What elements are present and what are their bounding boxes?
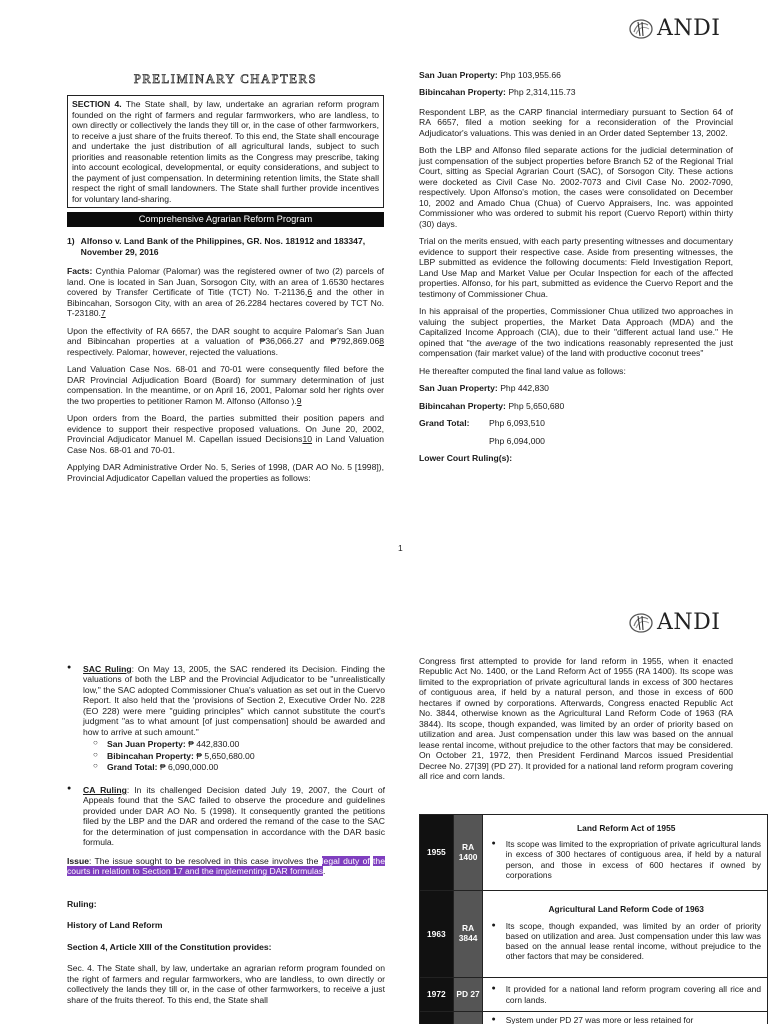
paragraph: Respondent LBP, as the CARP financial intermediary pursuant to Section 64 of RA 6657, filed a motion seeking for a reconsideration of the Provincial Adjudicator's valuations. This was denied in an Order dated September 13, 2002. <box>419 106 733 138</box>
description-cell: ● System under PD 27 was more or less retained for <box>483 1012 768 1024</box>
highlighted-text[interactable]: legal duty of <box>321 855 370 866</box>
page1-left-column <box>67 72 384 490</box>
page2-right-column <box>419 656 733 789</box>
sac-ruling-item: ● SAC Ruling: On May 13, 2005, the SAC rendered its Decision. Finding the valuations of both the LBP and the Provincial Adjudicator to be "unrealistically low," the SAC adopted Commissioner Chua's valuation as set out in the Cuervo Report. It also held that the 'provisions of Section 2, Executive Order No. 228 (EO 228) were mere "guiding principles" which cannot substitute the court's judgment "as to what amount [of just compensation] should be awarded and how to arrive at such amount." ○ San Juan Property: ₱ 442,830.00 ○ Bibincahan Property: ₱ 5,650,680.00 ○ Grand Total: ₱ 6,090,000.00 <box>67 664 385 773</box>
brand-name: ANDI <box>657 16 721 41</box>
ruling-heading: Ruling: <box>67 898 97 909</box>
ca-ruling-item: ● CA Ruling: In its challenged Decision dated July 19, 2007, the Court of Appeals found that the SAC failed to observe the procedure and guidelines provided under DAR AO No. 5 (1998). It consequently granted the petitions filed by the LBP and the DAR and ordered the remand of the case to the SAC for the determination of just compensation in accordance with the DAR basic formula. <box>67 785 385 848</box>
description-cell: Land Reform Act of 1955 ● Its scope was limited to the expropriation of private agricultural lands in excess of 300 hectares of contiguous area, if held by a natural person, and those in excess of 600 hectares if owned by corporations <box>483 815 768 891</box>
footnote-ref[interactable]: 8 <box>379 336 384 347</box>
footnote-ref[interactable]: 7 <box>100 308 106 319</box>
highlighted-text[interactable]: the courts in relation to Section 17 and the implementing DAR formulas <box>67 855 385 877</box>
rulings-list <box>67 664 385 848</box>
year-cell: 1963 <box>420 891 454 978</box>
act-cell <box>453 1012 483 1024</box>
section4-quote: Sec. 4. The State shall, by law, undertake an agrarian reform program founded on the right of farmers and regular farmworkers, who are landless, to own directly or collectively the lands they till or, in the case of other farmworkers, to receive a just share of the fruits thereof. To this end, the State shall <box>67 963 385 1005</box>
description-cell: ● It provided for a national land reform program covering all rice and corn lands. <box>483 978 768 1012</box>
table-row <box>420 978 768 1012</box>
paragraph: Applying DAR Administrative Order No. 5, Series of 1998, (DAR AO No. 5 [1998]), Provincial Adjudicator Capellan valued the properties as follows: <box>67 462 384 483</box>
table-row <box>420 891 768 978</box>
land-reform-table <box>419 814 768 1024</box>
paragraph: He thereafter computed the final land value as follows: <box>419 365 626 376</box>
act-cell: PD 27 <box>453 978 483 1012</box>
year-cell: 1955 <box>420 815 454 891</box>
page2-left-column <box>67 664 385 1012</box>
act-cell: RA 3844 <box>453 891 483 978</box>
list-item: ○ San Juan Property: ₱ 442,830.00 <box>83 739 385 749</box>
paragraph: Both the LBP and Alfonso filed separate actions for the judicial determination of just compensation of the subject properties before Branch 52 of the Regional Trial Court, sitting as Special Agrarian Court (SAC), of Sorsogon City. These actions were docketed as Civil Case No. 2002-7073 and Civil Case No. 2002-7090, respectively. Upon Alfonso's motion, the cases were consolidated on December 10, 2002 and Amado Chua (Chua) of Cuervo Appraisers, Inc. was appointed Commissioner who was ordered to submit his report (Cuervo Report) within thirty (30) days. <box>419 145 733 229</box>
valuation-line: San Juan Property: Php 103,955.66 <box>419 70 561 80</box>
act-cell: RA 1400 <box>453 815 483 891</box>
carp-title-bar: Comprehensive Agrarian Reform Program <box>67 212 384 227</box>
brand-logo <box>628 610 720 637</box>
valuation-line: Bibincahan Property: Php 2,314,115.73 <box>419 87 576 98</box>
page-number: 1 <box>398 543 403 553</box>
valuation-line: San Juan Property: Php 442,830 <box>419 383 549 394</box>
list-item: ○ Bibincahan Property: ₱ 5,650,680.00 <box>83 751 385 761</box>
paragraph: Upon the effectivity of RA 6657, the DAR sought to acquire Palomar's San Juan and Bibincahan properties at a valuation of ₱36,066.27 and ₱792,869.068 respectively. Palomar, however, rejected the valuations. <box>67 325 384 357</box>
brand-logo <box>628 16 720 43</box>
page1-right-column <box>419 70 733 471</box>
table-row <box>420 1012 768 1024</box>
grand-total-line-rounded: Php 6,094,000 <box>489 435 545 446</box>
footnote-ref[interactable]: 6 <box>307 287 313 298</box>
paragraph: In his appraisal of the properties, Commissioner Chua utilized two approaches in valuing the subject properties, the Market Data Approach (MDA) and the Capitalized Income Approach (CIA), due to their "different actual land use." He opined that "the average of the two indications reasonably represented the just compensation (fair market value) of the land with productive coconut trees" <box>419 306 733 359</box>
brand-name: ANDI <box>657 610 721 635</box>
paragraph: Land Valuation Case Nos. 68-01 and 70-01 were consequently filed before the DAR Provincial Adjudication Board (Board) for summary determination of just compensation. In the meantime, or on April 16, 2001, Palomar sold her rights over the two properties to petitioner Ramon M. Alfonso (Alfonso ).9 <box>67 364 384 406</box>
section4-box <box>67 95 384 208</box>
section4-label: SECTION 4. <box>72 99 122 110</box>
list-item: ○ Grand Total: ₱ 6,090,000.00 <box>83 762 385 772</box>
section4-text: The State shall, by law, undertake an agrarian reform program founded on the right of farmers and regular farmworkers, who are landless, to own directly or collectively the lands they till or, in the case of other farmworkers, to receive a just share of the fruits thereof. To this end, the State shall encourage and undertake the just distribution of all agricultural lands, subject to such priorities and reasonable retention limits as the Congress may prescribe, taking into account ecological, developmental, or equity considerations, and subject to the payment of just compensation. In determining retention limits, the State shall respect the right of small landowners. The State shall further provide incentives for voluntary land-sharing. <box>72 99 379 204</box>
description-cell: Agricultural Land Reform Code of 1963 ● Its scope, though expanded, was limited by an order of priority based on utilization and area. Just compensation under this law was based on the annual lease rental income, without prejudice to the other factors that may be considered. <box>483 891 768 978</box>
andi-emblem-icon <box>628 18 654 40</box>
table-row <box>420 815 768 891</box>
footnote-ref[interactable]: 9 <box>296 395 302 406</box>
chapter-heading: PRELIMINARY CHAPTERS <box>133 72 318 86</box>
grand-total-line: Grand Total: Php 6,093,510 <box>419 418 545 429</box>
paragraph: Upon orders from the Board, the parties submitted their position papers and evidence to support their respective proposed valuations. On June 20, 2002, Provincial Adjudicator Manuel M. Capellan issued Decisions10 in Land Valuation Case Nos. 68-01 and 70-01. <box>67 413 384 455</box>
lower-court-heading: Lower Court Ruling(s): <box>419 453 513 464</box>
congress-paragraph: Congress first attempted to provide for land reform in 1955, when it enacted Republic Act No. 1400, or the Land Reform Act of 1955 (RA 1400). Its scope was limited to the expropriation of private agricultural lands in excess of 300 hectares of contiguous area, if held by a natural person, and those in excess of 600 hectares if owned by corporations. Afterwards, Congress enacted Republic Act No. 3844, otherwise known as the Agricultural Land Reform Code of 1963 (RA 3844). Its scope, though expanded, was limited by an order of priority based on utilization and area. Just compensation under this law was based on the annual lease rental income, without prejudice to the other factors that may be considered. On October 21, 1972, then President Ferdinand Marcos issued Presidential Decree No. 27[39] (PD 27). It provided for a national land reform program covering all rice and corn lands. <box>419 656 733 782</box>
year-cell <box>420 1012 454 1024</box>
history-heading: History of Land Reform <box>67 920 163 931</box>
sac-valuation-list <box>83 739 385 772</box>
facts-paragraph: Facts: Cynthia Palomar (Palomar) was the registered owner of two (2) parcels of land. One is located in San Juan, Sorsogon City, with an area of 1.6530 hectares covered by Transfer Certificate of Title (TCT) No. T-21136,6 and the other in Bibincahan, Sorsogon City, with an area of 26.2284 hectares covered by TCT No. T-23180.7 <box>67 266 384 319</box>
footnote-ref[interactable]: 10 <box>302 434 313 445</box>
issue-paragraph: Issue: The issue sought to be resolved in this case involves the legal duty of the courts in relation to Section 17 and the implementing DAR formulas. <box>67 855 385 877</box>
document-page-2 <box>0 580 768 1024</box>
case-title: 1) Alfonso v. Land Bank of the Philippines, GR. Nos. 181912 and 183347, November 29, 2016 <box>67 236 366 257</box>
year-cell: 1972 <box>420 978 454 1012</box>
valuation-line: Bibincahan Property: Php 5,650,680 <box>419 400 565 411</box>
andi-emblem-icon <box>628 612 654 634</box>
section4-heading: Section 4, Article XIII of the Constitution provides: <box>67 941 272 952</box>
paragraph: Trial on the merits ensued, with each party presenting witnesses and documentary evidence to support their respective case. Aside from presenting witnesses, the LBP submitted as evidence the following documents: Field Investigation Report, Land Use Map and Market Value per Ocular Inspection for each of the affected properties. Alfonso, for his part, submitted as evidence the Cuervo Report and the testimony of Commissioner Chua. <box>419 236 733 299</box>
